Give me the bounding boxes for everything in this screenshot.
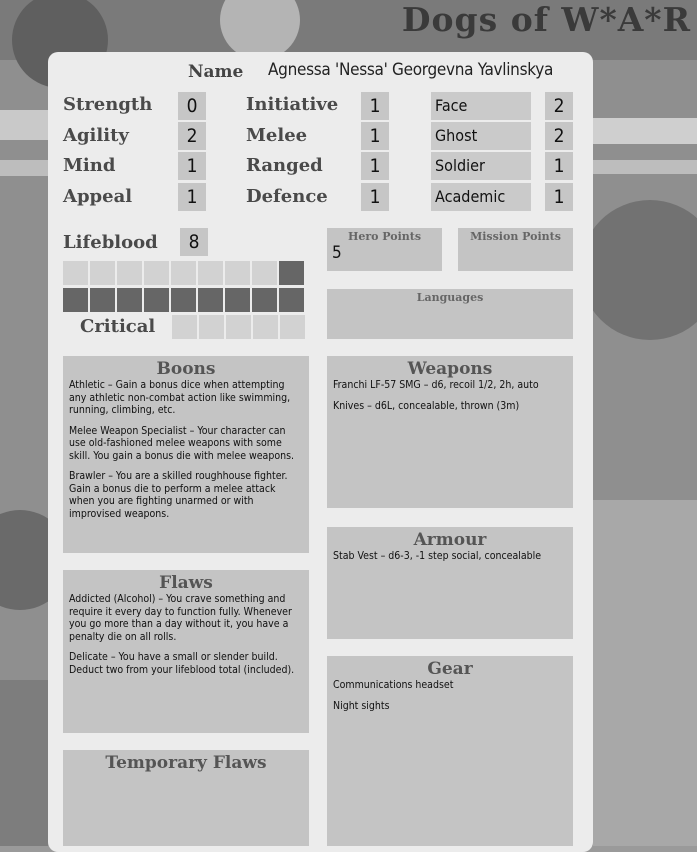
lifeblood-box-marked[interactable] bbox=[252, 288, 277, 312]
gear-panel bbox=[327, 656, 573, 846]
attribute-value-strength: 0 bbox=[178, 92, 206, 120]
combat-label-initiative: Initiative bbox=[246, 94, 339, 115]
boons-heading: Boons bbox=[156, 359, 216, 379]
temporary-flaws-panel bbox=[63, 750, 309, 846]
flaws-panel bbox=[63, 570, 309, 733]
lifeblood-box[interactable] bbox=[90, 261, 115, 285]
hero-points-label: Hero Points bbox=[347, 230, 422, 243]
critical-label: Critical bbox=[80, 316, 156, 337]
gear-item: Night sights bbox=[333, 699, 390, 712]
lifeblood-label: Lifeblood bbox=[63, 232, 158, 253]
flaw-item: Addicted (Alcohol) – You crave something and require it every day to function fully. Whenever you go more than a day without it, you have a penalty die on all rolls. bbox=[69, 593, 292, 643]
attribute-label-mind: Mind bbox=[63, 155, 116, 176]
mission-points-panel bbox=[458, 228, 573, 271]
character-name: Agnessa 'Nessa' Georgevna Yavlinskya bbox=[268, 60, 554, 80]
boons-panel bbox=[63, 356, 309, 553]
flaws-heading: Flaws bbox=[159, 573, 213, 593]
lifeblood-box-marked[interactable] bbox=[225, 288, 250, 312]
attribute-value-agility: 2 bbox=[178, 122, 206, 150]
gear-heading: Gear bbox=[427, 659, 473, 679]
lifeblood-box[interactable] bbox=[226, 315, 251, 339]
combat-value-ranged: 1 bbox=[361, 152, 389, 180]
lifeblood-box[interactable] bbox=[253, 315, 278, 339]
skill-value-soldier: 1 bbox=[545, 152, 573, 180]
lifeblood-box-marked[interactable] bbox=[171, 288, 196, 312]
languages-label: Languages bbox=[416, 291, 484, 304]
combat-label-defence: Defence bbox=[246, 186, 328, 207]
weapon-item: Franchi LF-57 SMG – d6, recoil 1/2, 2h, auto bbox=[333, 379, 539, 391]
lifeblood-box-marked[interactable] bbox=[279, 288, 304, 312]
combat-label-melee: Melee bbox=[246, 125, 308, 146]
lifeblood-box[interactable] bbox=[252, 261, 277, 285]
lifeblood-box[interactable] bbox=[117, 261, 142, 285]
name-label: Name bbox=[188, 62, 244, 82]
skill-label-soldier: Soldier bbox=[431, 152, 531, 180]
combat-value-melee: 1 bbox=[361, 122, 389, 150]
weapon-item: Knives – d6L, concealable, thrown (3m) bbox=[333, 399, 520, 412]
skill-value-academic: 1 bbox=[545, 183, 573, 211]
mission-points-label: Mission Points bbox=[470, 230, 561, 243]
flaw-item: Delicate – You have a small or slender build. Deduct two from your lifeblood total (included). bbox=[69, 651, 295, 676]
game-title: Dogs of W*A*R bbox=[401, 0, 691, 39]
attribute-label-appeal: Appeal bbox=[63, 186, 133, 207]
lifeblood-box-marked[interactable] bbox=[198, 288, 223, 312]
lifeblood-box[interactable] bbox=[172, 315, 197, 339]
lifeblood-value: 8 bbox=[180, 228, 208, 256]
lifeblood-box[interactable] bbox=[144, 261, 169, 285]
weapons-panel bbox=[327, 356, 573, 508]
critical-track-row bbox=[172, 315, 305, 339]
attribute-value-mind: 1 bbox=[178, 152, 206, 180]
attribute-value-appeal: 1 bbox=[178, 183, 206, 211]
weapons-heading: Weapons bbox=[407, 359, 493, 379]
lifeblood-box-marked[interactable] bbox=[90, 288, 115, 312]
combat-value-initiative: 1 bbox=[361, 92, 389, 120]
hero-points-value: 5 bbox=[332, 243, 342, 263]
skill-value-face: 2 bbox=[545, 92, 573, 120]
skill-label-ghost: Ghost bbox=[431, 122, 531, 150]
lifeblood-box[interactable] bbox=[199, 315, 224, 339]
armour-item: Stab Vest – d6-3, -1 step social, concealable bbox=[333, 550, 542, 562]
lifeblood-box-marked[interactable] bbox=[63, 288, 88, 312]
lifeblood-box[interactable] bbox=[171, 261, 196, 285]
lifeblood-box[interactable] bbox=[63, 261, 88, 285]
gear-item: Communications headset bbox=[333, 679, 454, 691]
boon-item: Athletic – Gain a bonus dice when attempting any athletic non-combat action like swimming, running, climbing, etc. bbox=[69, 379, 291, 416]
lifeblood-box[interactable] bbox=[280, 315, 305, 339]
languages-panel bbox=[327, 289, 573, 339]
skill-label-academic: Academic bbox=[431, 183, 531, 211]
lifeblood-box[interactable] bbox=[225, 261, 250, 285]
lifeblood-box-marked[interactable] bbox=[144, 288, 169, 312]
lifeblood-box-marked[interactable] bbox=[117, 288, 142, 312]
skill-label-face: Face bbox=[431, 92, 531, 120]
lifeblood-track-row bbox=[63, 288, 304, 312]
armour-panel bbox=[327, 527, 573, 639]
lifeblood-track-row bbox=[63, 261, 304, 285]
boon-item: Brawler – You are a skilled roughhouse fighter. Gain a bonus die to perform a melee attack when you are fighting unarmed or with improvised weapons. bbox=[69, 470, 288, 520]
attribute-label-strength: Strength bbox=[63, 94, 153, 115]
temporary-flaws-heading: Temporary Flaws bbox=[105, 753, 267, 773]
boon-item: Melee Weapon Specialist – Your character can use old-fashioned melee weapons with some skill. You gain a bonus die with melee weapons. bbox=[69, 424, 295, 462]
lifeblood-box[interactable] bbox=[198, 261, 223, 285]
attribute-label-agility: Agility bbox=[63, 125, 129, 146]
combat-label-ranged: Ranged bbox=[246, 155, 323, 176]
lifeblood-box-marked[interactable] bbox=[279, 261, 304, 285]
skill-value-ghost: 2 bbox=[545, 122, 573, 150]
hero-points-panel bbox=[327, 228, 442, 271]
armour-heading: Armour bbox=[413, 530, 487, 550]
combat-value-defence: 1 bbox=[361, 183, 389, 211]
